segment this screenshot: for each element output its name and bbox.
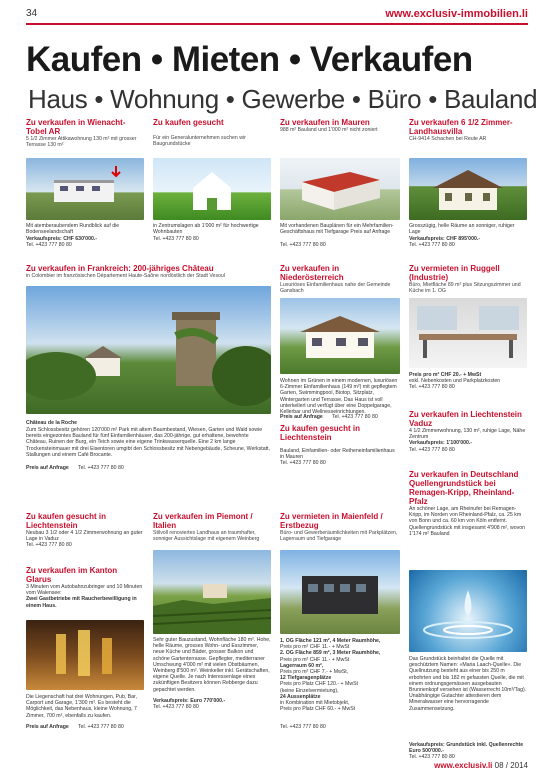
ad-phone: Tel. +423 777 80 80	[332, 414, 378, 420]
detail-line: 12 Tiefgaragenplätze	[280, 675, 332, 682]
ad-mauren[interactable]	[280, 118, 400, 266]
ad-glarus[interactable]	[26, 566, 144, 756]
bar-photo	[26, 620, 144, 690]
ad-niederoesterreich[interactable]	[280, 264, 400, 424]
footer-issue: 08 / 2014	[494, 761, 528, 770]
ad-chateau[interactable]	[26, 264, 271, 509]
ad-subtitle: 3 Minuten vom Autobahnzubringer und 10 Minuten vom Walensee:	[26, 584, 143, 597]
ad-subtitle: 4 1/2 Zimmerwohnung, 130 m², ruhige Lage, Nähe Zentrum	[409, 428, 526, 441]
villa-photo	[409, 158, 527, 220]
ad-phone: Tel. +423 777 80 80	[409, 242, 455, 248]
ad-price: Verkaufspreis: 1'100'000.-	[409, 440, 473, 447]
detail-line: Preis pro m² CHF 11.- + MwSt	[280, 644, 350, 651]
ad-price: Verkaufspreis: Grundstück inkl. Quellenrechte Euro 500'000.-	[409, 742, 524, 755]
ad-subtitle: 5 1/2 Zimmer Attikawohnung 130 m² mit grosser Terrasse 130 m²	[26, 136, 137, 149]
ad-phone: Tel. +423 777 80 80	[409, 754, 455, 760]
ad-ruggell[interactable]	[409, 264, 527, 404]
ad-maienfeld[interactable]	[280, 512, 400, 758]
ad-gesucht-mauren[interactable]	[280, 424, 400, 508]
detail-line: 2. OG Fläche 859 m², 3 Meter Raumhöhe,	[280, 650, 381, 657]
ad-title: Zu verkaufen im Kanton Glarus	[26, 566, 118, 584]
ad-subtitle-2: Zwei Gastbetriebe mit Raucherbewilligung in einem Haus.	[26, 596, 137, 609]
ad-body: Sehr guter Bauzustand, Wohnfläche 180 m². Hohe, helle Räume, grosses Wohn- und Esszimmer, neue Küche und Bäder, grosser Balkon und schöne Gartenterrasse. Gepflegter, mediterraner Umschwung 4'000 m² mit vielen Obstbäumen, Weinberg 8'500 m². Weinkeller inkl. Gerätschaften, eigene Quelle. Je nach Interessenlage eines zukünftigen Besitzers können Rebberge dazu gepachtet werden.	[153, 637, 271, 693]
commercial-building-photo	[280, 550, 400, 634]
ad-piemont[interactable]	[153, 512, 271, 758]
ad-title: Zu verkaufen in Deutschland Quellengrundstück bei Remagen-Kripp, Rheinland-Pfalz	[409, 470, 519, 506]
footer	[434, 761, 528, 770]
ad-title: Zu verkaufen in Liechtenstein Vaduz	[409, 410, 522, 428]
footer-site[interactable]: www.exclusiv.li	[434, 761, 493, 770]
ad-title: Zu vermieten in Ruggell (Industrie)	[409, 264, 500, 282]
ad-phone: Tel. +423 777 80 80	[280, 242, 326, 248]
photo-caption: Château de la Roche	[26, 420, 78, 426]
ad-phone: Tel. +423 777 80 80	[280, 724, 326, 730]
apartment-photo	[26, 158, 144, 220]
header-rule	[26, 23, 528, 25]
detail-line: (keine Einzelvermietung),	[280, 687, 339, 694]
ad-body: Das Grundstück beinhaltet die Quelle mit geschütztem Namen: «Maria Laach-Quelle». Die Quellnutzung besteht aus einer bis 250 m erbohrten und bis 182 m gefassten Quelle, die mit einem ordnungsgemässen ausgebauten Brunnenkopf versehen ist (Wasserrecht 10m³/Tag). Unabhängige Gutachter attestieren dem Mineralwasser eine hervorragende Zusammensetzung.	[409, 656, 527, 712]
ad-gesucht-vaduz[interactable]	[26, 512, 144, 564]
ad-extra: exkl. Nebenkosten und Parkplatzkosten	[409, 378, 501, 384]
ad-phone: Tel. +423 777 80 80	[153, 236, 199, 242]
ad-title: Zu verkaufen in Niederösterreich	[280, 264, 344, 282]
site-url[interactable]: www.exclusiv-immobilien.li	[385, 8, 528, 20]
ad-title: Zu verkaufen in Wienacht-Tobel AR	[26, 118, 126, 136]
detail-line: Lagerraum 60 m²,	[280, 662, 324, 669]
ad-subtitle: Für ein Generalunternehmen suchen wir Baugrundstücke	[153, 135, 246, 148]
ad-remagen[interactable]	[409, 470, 527, 760]
house-photo	[153, 158, 271, 220]
ad-body: Wohnen im Grünen in einem modernen, luxuriösen 6-Zimmer Einfamilienhaus (149 m²) mit gepflegtem Garten, Swimmingpool, Biotop, Sitzplatz, Wintergarten und Terrasse. Das Haus ist voll unterkellert und verfügt über eine Doppelgarage, Kellerbar und Wellnesseinrichtungen.	[280, 378, 398, 416]
ad-wienacht[interactable]	[26, 118, 144, 266]
ad-title: Zu verkaufen in Mauren	[280, 118, 370, 127]
ad-phone: Tel. +423 777 80 80	[280, 460, 326, 467]
detail-line: Preis pro Platz CHF 60.- + MwSt	[280, 706, 356, 713]
ad-body: Mit atemberaubendem Rundblick auf die Bodenseelandschaft	[26, 223, 120, 236]
ad-body: in Zentrumslagen ab 1'000 m² für hochwertige Wohnbauten	[153, 223, 259, 236]
ad-body: Zum Schlossbesitz gehören 120'000 m² Park mit altem Baumbestand, Wiesen, Garten und Wald sowie bereits eingezontes Bauland für fünf Einfamilienhäuser, das 200-jährige, gut erhaltene, bewohnte Château, Ruinen der Burg, ein Teich sowie eine eigene Trinkwasserquelle. Eine 2 km lange Trockensteinmauer mit drei Eisentoren umgibt den Schlossbesitz mit Nebengebäude, Scheune, Werkstatt, Stallungen und einem Café Brocante.	[26, 427, 270, 458]
detail-line: in Kombination mit Mietobjekt,	[280, 700, 350, 707]
ad-price: Preis auf Anfrage	[26, 724, 69, 730]
ad-price: Preis auf Anfrage	[26, 465, 69, 471]
ad-phone: Tel. +423 777 80 80	[78, 724, 124, 730]
ad-subtitle: in Colombier im französischen Département Haute-Saône nordöstlich der Stadt Vesoul	[26, 273, 225, 279]
ad-price: Verkaufspreis: CHF 895'000.-	[409, 236, 481, 242]
vineyard-photo	[153, 550, 271, 634]
ad-baugrund[interactable]	[153, 118, 271, 266]
ad-title: Zu verkaufen in Frankreich: 200-jähriges Château	[26, 264, 214, 273]
detail-line: Preis pro m² CHF 11.- + MwSt	[280, 656, 350, 663]
ad-price: Preis pro m² CHF 20.- + MwSt	[409, 372, 482, 378]
detail-line: 24 Aussenplätze	[280, 693, 321, 700]
ad-title: Zu vermieten in Maienfeld / Erstbezug	[280, 512, 383, 530]
ad-phone: Tel. +423 777 80 80	[409, 384, 455, 390]
building-model-photo	[280, 158, 400, 220]
family-house-photo	[280, 298, 400, 374]
ad-subtitle: An schöner Lage, am Rheinufer bei Remagen-Kripp, im Norden von Rheinland-Pfalz, ca. 25 km von Bonn und ca. 60 km von Köln entfernt. Quellengrundstück mit insgesamt 4'908 m², wovon 1'174 m² Bauland	[409, 506, 526, 537]
detail-line: Preis pro Platz CHF 120.- + MwSt	[280, 681, 358, 688]
ad-phone: Tel. +423 777 80 80	[26, 542, 72, 549]
detail-line: 1. OG Fläche 121 m², 4 Meter Raumhöhe,	[280, 638, 381, 644]
ad-title: Zu kaufen gesucht	[153, 118, 224, 127]
headline: Kaufen • Mieten • Verkaufen	[26, 40, 473, 79]
ad-title: Zu verkaufen 6 1/2 Zimmer-Landhausvilla	[409, 118, 513, 136]
ad-body: Die Liegenschaft hat drei Wohnungen, Pub, Bar, Carport und Garage, 1'300 m². Es besteht die Möglichkeit, das Nebenhaus, kleine Wohnung, 7 Zimmer, 700 m², ebenfalls zu kaufen.	[26, 694, 137, 719]
ad-subtitle: Stilvoll renoviertes Landhaus an traumhafter, sonniger Aussichtslage mit eigenem Weinberg	[153, 530, 260, 543]
ad-price: Preis auf Anfrage	[280, 414, 323, 420]
ad-body: Grosszügig, helle Räume an sonniger, ruhiger Lage	[409, 223, 515, 236]
ad-body: Neubau 3 1/2 oder 4 1/2 Zimmerwohnung an guter Lage in Vaduz	[26, 530, 143, 543]
ad-body: Mit vorhandenen Bauplänen für ein Mehrfamilien-Geschäftshaus mit Tiefgarage Preis auf Anfrage	[280, 223, 394, 236]
water-drop-photo	[409, 570, 527, 652]
office-photo	[409, 298, 527, 368]
chateau-photo	[26, 286, 271, 414]
ad-phone: Tel. +423 777 80 80	[409, 446, 455, 453]
detail-line: Preis pro m² CHF 7.- + MwSt,	[280, 669, 349, 676]
ad-title: Zu verkaufen im Piemont / Italien	[153, 512, 253, 530]
subheadline: Haus • Wohnung • Gewerbe • Büro • Bauland	[28, 84, 538, 114]
ad-subtitle: 988 m² Bauland und 1'000 m² nicht zoniert	[280, 127, 378, 133]
rental-details	[280, 638, 380, 712]
ad-phone: Tel. +423 777 80 80	[78, 465, 124, 471]
ad-phone: Tel. +423 777 80 80	[153, 704, 199, 710]
ad-title: Zu kaufen gesucht in Liechtenstein	[280, 424, 361, 442]
ad-body: Bauland, Einfamilien- oder Reiheneinfamilienhaus in Mauren	[280, 448, 395, 461]
ad-price: Verkaufspreis: CHF 630'000.-	[26, 236, 98, 242]
ad-subtitle: Büro- und Gewerberäumlichkeiten mit Parkplätzen, Lagerraum und Tiefgarage	[280, 530, 398, 543]
ad-subtitle: CH-9414 Schachen bei Reute AR	[409, 136, 487, 142]
ad-price: Verkaufspreis: Euro 770'000.-	[153, 698, 226, 704]
ad-phone: Tel. +423 777 80 80	[26, 242, 72, 248]
ad-subtitle: Büro, Mietfläche 89 m² plus Sitzungszimmer und Küche im 1. OG	[409, 282, 521, 295]
ad-title: Zu kaufen gesucht in Liechtenstein	[26, 512, 107, 530]
ad-landhausvilla[interactable]	[409, 118, 527, 266]
page-number: 34	[26, 8, 38, 19]
ad-vaduz[interactable]	[409, 410, 527, 466]
ad-subtitle: Luxuriöses Einfamilienhaus nahe der Gemeinde Gansbach	[280, 282, 391, 295]
